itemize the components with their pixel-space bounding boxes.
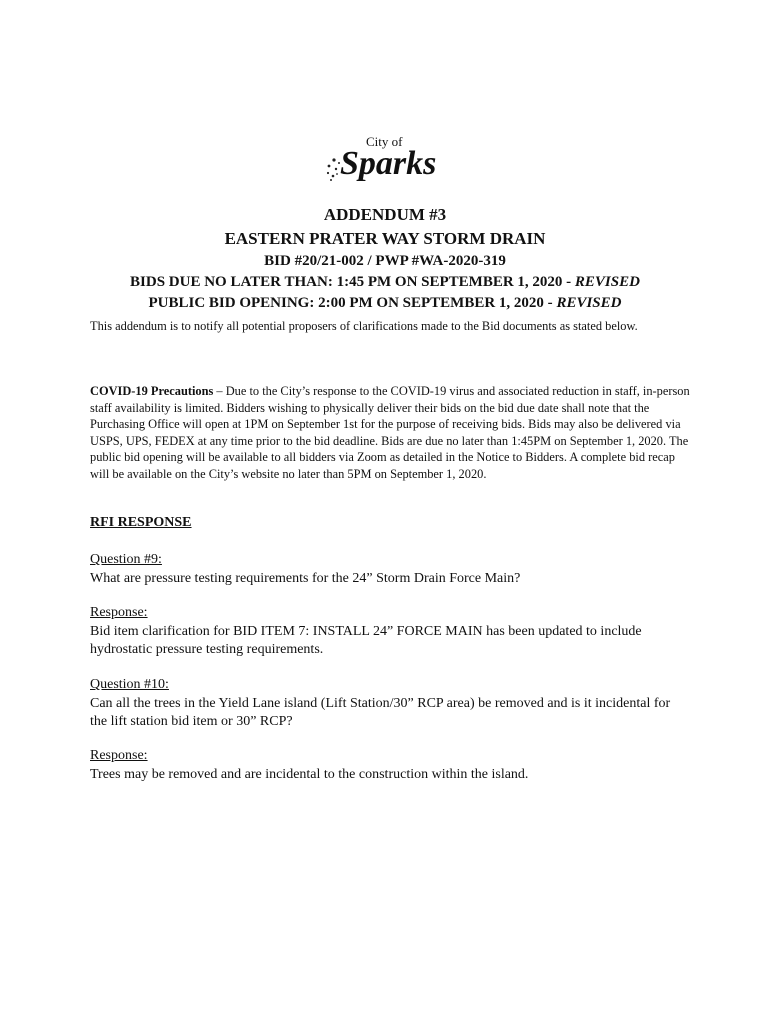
logo-small-text: City of xyxy=(366,134,403,149)
qa-label: Response: xyxy=(90,605,148,620)
question-9 xyxy=(90,551,690,588)
project-title: EASTERN PRATER WAY STORM DRAIN xyxy=(224,229,546,248)
qa-text: What are pressure testing requirements for the 24” Storm Drain Force Main? xyxy=(90,570,521,586)
qa-text: Can all the trees in the Yield Lane island (Lift Station/30” RCP area) be removed and is it incidental for the lift station bid item or 30” RCP? xyxy=(90,695,671,729)
title-block xyxy=(0,203,770,314)
qa-label: Question #10: xyxy=(90,677,169,692)
revised-flag: REVISED xyxy=(574,274,640,290)
bid-opening-line: PUBLIC BID OPENING: 2:00 PM ON SEPTEMBER 1, 2020 - REVISED xyxy=(148,295,622,311)
revised-flag: REVISED xyxy=(556,295,622,311)
covid-lead: COVID-19 Precautions xyxy=(90,384,214,398)
rfi-heading: RFI RESPONSE xyxy=(90,515,192,530)
logo-big-text: Sparks xyxy=(340,145,437,182)
covid-paragraph xyxy=(90,383,690,482)
qa-text: Trees may be removed and are incidental to the construction within the island. xyxy=(90,766,529,782)
covid-body: – Due to the City’s response to the COVID-19 virus and associated reduction in staff, in-person staff availability is limited. Bidders wishing to physically deliver their bids on the bid due date shall note that the Purchasing Office will open at 1PM on September 1st for the purpose of receiving bids. Bids may also be delivered via USPS, UPS, FEDEX at any time prior to the bid deadline. Bids are due no later than 1:45PM on September 1, 2020. The public bid opening will be available to all bidders via Zoom as detailed in the Notice to Bidders. A complete bid recap will be available on the City’s website no later than 5PM on September 1, 2020. xyxy=(90,384,690,481)
bid-number: BID #20/21-002 / PWP #WA-2020-319 xyxy=(264,253,506,269)
bids-due-line: BIDS DUE NO LATER THAN: 1:45 PM ON SEPTEMBER 1, 2020 - REVISED xyxy=(130,274,640,290)
qa-text: Bid item clarification for BID ITEM 7: INSTALL 24” FORCE MAIN has been updated to include hydrostatic pressure testing requirements. xyxy=(90,623,642,657)
city-of-sparks-logo xyxy=(320,122,450,192)
intro-paragraph: This addendum is to notify all potential proposers of clarifications made to the Bid documents as stated below. xyxy=(90,319,638,333)
qa-label: Question #9: xyxy=(90,552,162,567)
response-10 xyxy=(90,747,690,784)
sparks-logo-icon xyxy=(320,122,450,192)
qa-label: Response: xyxy=(90,748,148,763)
addendum-title: ADDENDUM #3 xyxy=(323,205,447,224)
response-9 xyxy=(90,604,690,660)
question-10 xyxy=(90,676,690,732)
